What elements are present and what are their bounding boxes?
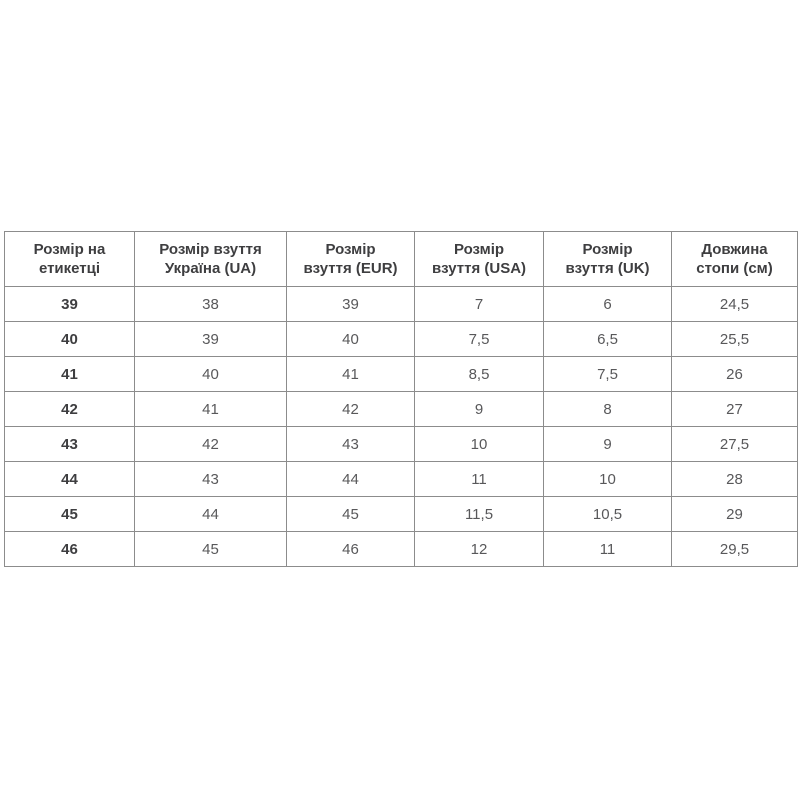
header-line: взуття (UK) [565, 260, 650, 277]
cell-uk: 11 [544, 532, 672, 567]
cell-usa: 8,5 [415, 357, 544, 392]
cell-ua: 38 [135, 287, 287, 322]
cell-uk: 8 [544, 392, 672, 427]
cell-usa: 9 [415, 392, 544, 427]
cell-uk: 6 [544, 287, 672, 322]
cell-eur: 41 [287, 357, 415, 392]
cell-uk: 9 [544, 427, 672, 462]
cell-usa: 11 [415, 462, 544, 497]
cell-cm: 27,5 [672, 427, 798, 462]
cell-cm: 27 [672, 392, 798, 427]
cell-cm: 29,5 [672, 532, 798, 567]
table-row-46 [5, 532, 798, 567]
cell-usa: 11,5 [415, 497, 544, 532]
cell-uk: 10 [544, 462, 672, 497]
cell-label: 41 [5, 357, 135, 392]
cell-cm: 26 [672, 357, 798, 392]
table-row-43 [5, 427, 798, 462]
header-line: взуття (EUR) [303, 260, 398, 277]
cell-usa: 10 [415, 427, 544, 462]
table-row-41 [5, 357, 798, 392]
table-row-44 [5, 462, 798, 497]
cell-uk: 10,5 [544, 497, 672, 532]
cell-ua: 41 [135, 392, 287, 427]
cell-label: 44 [5, 462, 135, 497]
cell-label: 39 [5, 287, 135, 322]
cell-ua: 40 [135, 357, 287, 392]
header-line: стопи (см) [696, 260, 773, 277]
shoe-size-table [4, 231, 798, 567]
header-line: Україна (UA) [164, 260, 257, 277]
cell-label: 45 [5, 497, 135, 532]
cell-cm: 29 [672, 497, 798, 532]
header-cell-label-size [5, 232, 135, 287]
header-line: Розмір [453, 241, 505, 258]
cell-cm: 25,5 [672, 322, 798, 357]
header-line: взуття (USA) [431, 260, 527, 277]
cell-cm: 28 [672, 462, 798, 497]
header-line: Розмір [582, 241, 633, 258]
cell-cm: 24,5 [672, 287, 798, 322]
cell-eur: 40 [287, 322, 415, 357]
cell-ua: 43 [135, 462, 287, 497]
cell-ua: 39 [135, 322, 287, 357]
cell-label: 43 [5, 427, 135, 462]
cell-ua: 44 [135, 497, 287, 532]
cell-eur: 42 [287, 392, 415, 427]
header-line: Розмір на [33, 241, 106, 258]
header-line: Довжина [701, 241, 768, 258]
header-cell-usa-size [415, 232, 544, 287]
cell-usa: 7,5 [415, 322, 544, 357]
cell-usa: 7 [415, 287, 544, 322]
cell-eur: 45 [287, 497, 415, 532]
header-line: Розмір взуття [159, 241, 262, 258]
table-row-42 [5, 392, 798, 427]
header-cell-uk-size [544, 232, 672, 287]
table-row-40 [5, 322, 798, 357]
header-line: Розмір [325, 241, 376, 258]
table-row-45 [5, 497, 798, 532]
cell-label: 42 [5, 392, 135, 427]
cell-label: 46 [5, 532, 135, 567]
cell-eur: 43 [287, 427, 415, 462]
table-row-39 [5, 287, 798, 322]
cell-uk: 7,5 [544, 357, 672, 392]
cell-label: 40 [5, 322, 135, 357]
header-cell-foot-length [672, 232, 798, 287]
header-cell-ua-size [135, 232, 287, 287]
header-row [5, 232, 798, 287]
cell-eur: 44 [287, 462, 415, 497]
header-cell-eur-size [287, 232, 415, 287]
cell-eur: 46 [287, 532, 415, 567]
header-line: етикетці [38, 260, 101, 277]
cell-ua: 42 [135, 427, 287, 462]
cell-ua: 45 [135, 532, 287, 567]
cell-usa: 12 [415, 532, 544, 567]
cell-eur: 39 [287, 287, 415, 322]
cell-uk: 6,5 [544, 322, 672, 357]
